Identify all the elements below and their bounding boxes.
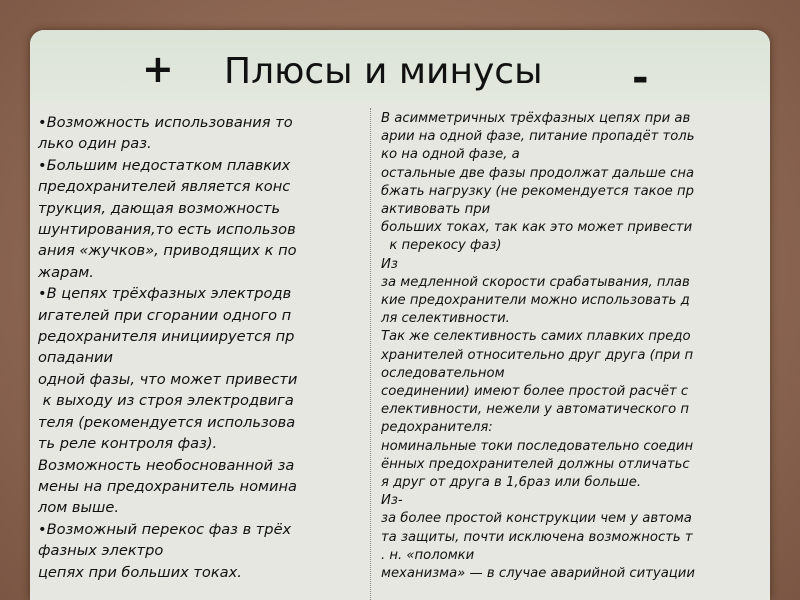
cons-line: активовать при [381,202,491,218]
cons-line: к перекосу фаз) [381,238,502,254]
pros-line: предохранителей является конс [38,178,291,196]
cons-line: за более простой конструкции чем у автома [381,511,692,527]
pros-line: редохранителя инициируется пр [38,328,295,346]
pros-line: ть реле контроля фаз). [38,435,218,453]
pros-line: к выходу из строя электродвига [38,392,294,410]
cons-line: та защиты, почти исключена возможность т [381,529,693,545]
slide [30,30,770,600]
pros-line: трукция, дающая возможность [38,199,281,217]
pros-line: •В цепях трёхфазных электродв [38,285,292,303]
pros-column [38,112,364,583]
cons-line: елективности, нежели у автоматического п [381,402,690,418]
pros-line: фазных электро [38,542,164,560]
cons-line: за медленной скорости срабатывания, плав [381,274,690,290]
cons-line: хранителей относительно друг друга (при п [381,347,694,363]
pros-line: одной фазы, что может привести [38,370,298,388]
pros-line: лом выше. [38,499,119,517]
pros-line: •Возможный перекос фаз в трёх [38,520,292,538]
cons-line: арии на одной фазе, питание пропадёт толь [381,129,695,145]
column-divider [370,108,371,600]
cons-line: бжать нагрузку (не рекомендуется такое пр [381,183,694,199]
cons-line: больших токах, так как это может привести [381,220,693,236]
pros-line: •Большим недостатком плавких [38,156,291,174]
pros-line: лько один раз. [38,135,152,153]
pros-line: цепях при больших токах. [38,563,242,581]
pros-line: игателей при сгорании одного п [38,306,292,324]
cons-line: В асимметричных трёхфазных цепях при ав [381,111,691,126]
cons-line: ённых предохранителей должны отличатьс [381,456,690,472]
cons-column [381,110,761,583]
cons-line: оследовательном [381,365,505,381]
cons-line: ля селективности. [381,311,510,327]
cons-line: Из [381,256,398,272]
pros-line: опадании [38,349,113,367]
title-band [30,30,770,102]
cons-line: остальные две фазы продолжат дальше сна [381,165,695,181]
page-title: Плюсы и минусы [224,51,543,92]
pros-line: теля (рекомендуется использова [38,413,296,431]
cons-line: я друг от друга в 1,6раз или больше. [381,475,642,491]
pros-line: •Возможность использования то [38,114,293,131]
cons-line: ко на одной фазе, а [381,147,520,163]
pros-line: жарам. [38,263,94,281]
cons-line: Из- [381,493,403,509]
cons-line: Так же селективность самих плавких предо [381,329,691,345]
pros-line: ания «жучков», приводящих к по [38,242,297,260]
cons-line: соединении) имеют более простой расчёт с [381,384,689,400]
cons-line: кие предохранители можно использовать д [381,293,690,309]
cons-line: номинальные токи последовательно соедин [381,438,694,454]
pros-line: Возможность необоснованной за [38,456,295,474]
minus-sign: - [632,55,649,101]
plus-sign: + [142,47,174,91]
pros-line: шунтирования,то есть использов [38,221,296,239]
cons-line: механизма» — в случае аварийной ситуации [381,566,695,582]
cons-line: . н. «поломки [381,547,475,563]
cons-line: редохранителя: [381,420,493,436]
pros-line: мены на предохранитель номина [38,477,297,495]
